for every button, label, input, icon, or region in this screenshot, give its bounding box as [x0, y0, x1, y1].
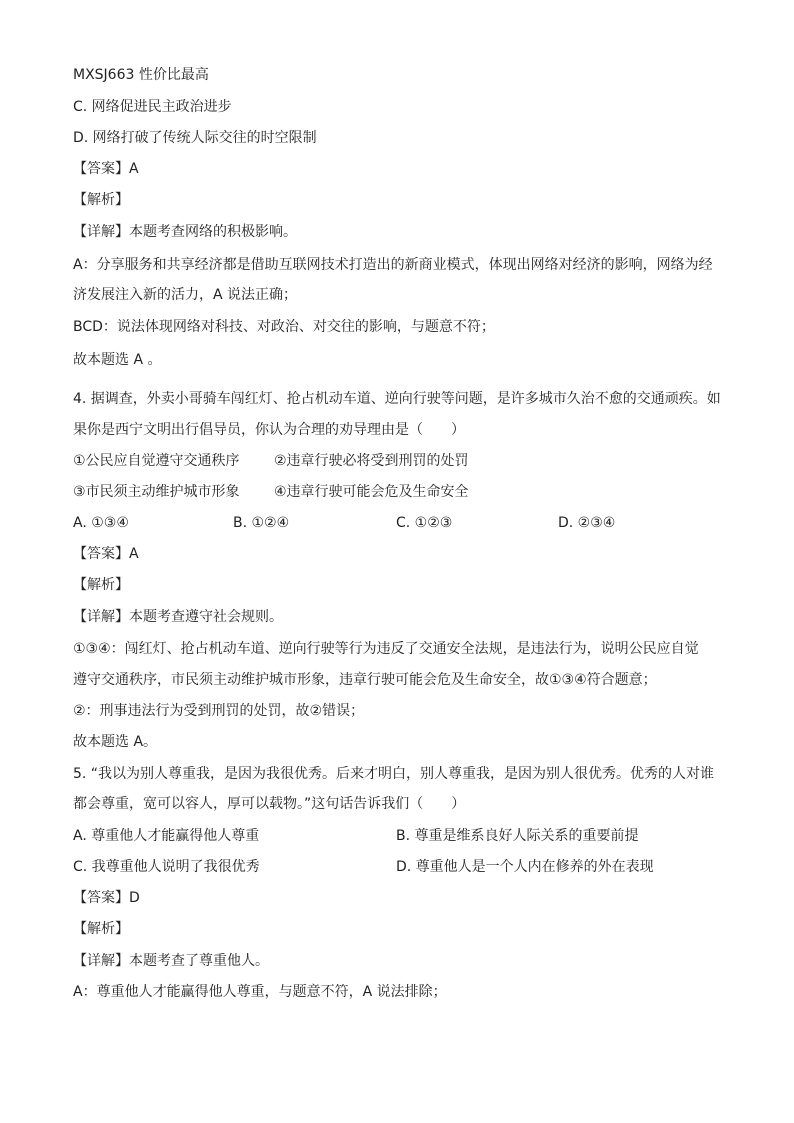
q4-item-2: ②违章行驶必将受到刑罚的处罚 — [274, 453, 469, 469]
q4-stem-line2: 果你是西宁文明出行倡导员，你认为合理的劝导理由是（ ） — [73, 422, 465, 438]
q4-option-a: A. ①③④ — [73, 515, 129, 531]
q3-explanation-bcd: BCD：说法体现网络对科技、对政治、对交往的影响，与题意不符； — [73, 319, 495, 335]
q3-answer: 【答案】A — [73, 161, 139, 177]
q3-conclusion: 故本题选 A 。 — [73, 352, 162, 368]
q4-stem-line1: 4. 据调查，外卖小哥骑车闯红灯、抢占机动车道、逆向行驶等问题，是许多城市久治不愈的交通顽疾。如 — [73, 391, 721, 407]
q3-detail: 【详解】本题考查网络的积极影响。 — [73, 224, 297, 240]
q4-option-d: D. ②③④ — [558, 515, 616, 531]
q5-option-d: D. 尊重他人是一个人内在修养的外在表现 — [396, 859, 654, 875]
q3-explanation-a-line2: 济发展注入新的活力，A 说法正确； — [73, 287, 298, 303]
q4-option-b: B. ①②④ — [233, 515, 290, 531]
q5-stem-line1: 5. “我以为别人尊重我，是因为我很优秀。后来才明白，别人尊重我，是因为别人很优秀。优秀的人对谁 — [73, 766, 715, 782]
q4-explanation-1-line1: ①③④：闯红灯、抢占机动车道、逆向行驶等行为违反了交通安全法规，是违法行为，说明公民应自觉 — [73, 641, 699, 657]
q4-item-4: ④违章行驶可能会危及生命安全 — [274, 484, 469, 500]
q5-analysis: 【解析】 — [73, 921, 129, 937]
q4-explanation-1-line2: 遵守交通秩序，市民须主动维护城市形象，违章行驶可能会危及生命安全，故①③④符合题意； — [73, 672, 657, 688]
q5-stem-line2: 都会尊重，宽可以容人，厚可以载物。”这句话告诉我们（ ） — [73, 796, 466, 812]
q4-option-c: C. ①②③ — [396, 515, 453, 531]
q4-answer: 【答案】A — [73, 546, 139, 562]
q4-item-1: ①公民应自觉遵守交通秩序 — [73, 453, 240, 469]
q4-explanation-2: ②：刑事违法行为受到刑罚的处罚，故②错误； — [73, 703, 365, 719]
q5-explanation-a: A：尊重他人才能赢得他人尊重，与题意不符，A 说法排除； — [73, 984, 447, 1000]
q3-analysis: 【解析】 — [73, 192, 129, 208]
q5-option-a: A. 尊重他人才能赢得他人尊重 — [73, 828, 260, 844]
q5-detail: 【详解】本题考查了尊重他人。 — [73, 953, 269, 969]
q5-option-c: C. 我尊重他人说明了我很优秀 — [73, 859, 260, 875]
q5-option-b: B. 尊重是维系良好人际关系的重要前提 — [396, 828, 639, 844]
q3-option-d: D. 网络打破了传统人际交往的时空限制 — [73, 130, 317, 146]
q5-answer: 【答案】D — [73, 890, 140, 906]
q4-detail: 【详解】本题考查遵守社会规则。 — [73, 609, 283, 625]
header-note: MXSJ663 性价比最高 — [73, 67, 209, 83]
q4-conclusion: 故本题选 A。 — [73, 734, 158, 750]
q4-item-3: ③市民须主动维护城市形象 — [73, 484, 240, 500]
q4-analysis: 【解析】 — [73, 577, 129, 593]
q3-explanation-a-line1: A：分享服务和共享经济都是借助互联网技术打造出的新商业模式，体现出网络对经济的影响，网络为经 — [73, 257, 713, 273]
q3-option-c: C. 网络促进民主政治进步 — [73, 99, 232, 115]
